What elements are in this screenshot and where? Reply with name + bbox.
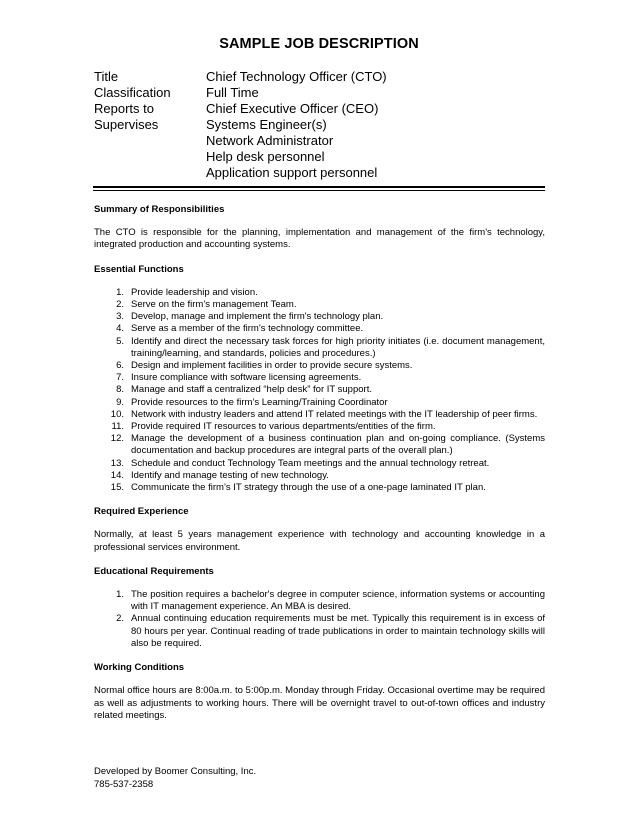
divider-thin xyxy=(93,190,545,191)
list-item xyxy=(94,311,545,323)
info-value: Full Time xyxy=(206,85,259,100)
item-number: 12. xyxy=(110,433,124,445)
item-text: Provide required IT resources to various departments/entities of the firm. xyxy=(131,421,436,433)
education-requirements-list xyxy=(94,589,545,650)
item-number: 1. xyxy=(116,286,124,298)
item-text: Identify and manage testing of new technology. xyxy=(131,469,329,481)
info-row-reports-to xyxy=(94,101,387,117)
list-item xyxy=(94,299,545,311)
item-number: 6. xyxy=(116,360,124,372)
item-text: Network with industry leaders and attend IT related meetings with the IT leadership of peer firms. xyxy=(131,408,538,420)
conditions-text: Normal office hours are 8:00a.m. to 5:00p.m. Monday through Friday. Occasional overtime may be required as well as adjustments to working hours. There will be overnight travel to out-of-town offices and industry related meetings. xyxy=(94,685,545,721)
job-info-block xyxy=(94,69,387,181)
list-item xyxy=(94,360,545,372)
education-heading: Educational Requirements xyxy=(94,565,214,577)
item-number: 2. xyxy=(116,613,124,625)
item-number: 9. xyxy=(116,396,124,408)
info-row-classification xyxy=(94,85,387,101)
item-text: Serve on the firm’s management Team. xyxy=(131,299,297,311)
info-value: Network Administrator xyxy=(206,133,334,148)
item-number: 15. xyxy=(110,482,124,494)
list-item xyxy=(94,470,545,482)
item-text: Insure compliance with software licensing agreements. xyxy=(131,372,362,384)
info-value: Systems Engineer(s) xyxy=(206,117,327,132)
essential-heading: Essential Functions xyxy=(94,263,184,275)
item-text: Manage the development of a business continuation plan and on-going compliance. (Systems documentation and backup procedures are integral parts of the overall plan.) xyxy=(131,433,545,457)
item-number: 4. xyxy=(116,323,124,335)
item-text: The position requires a bachelor's degree in computer science, information systems or accounting with IT management experience. An MBA is desired. xyxy=(131,589,545,613)
item-text: Communicate the firm’s IT strategy through the use of a one-page laminated IT plan. xyxy=(131,482,486,494)
info-value: Application support personnel xyxy=(206,165,378,180)
info-label: Reports to xyxy=(94,101,154,116)
footer xyxy=(94,766,256,791)
item-number: 5. xyxy=(116,335,124,347)
info-value: Help desk personnel xyxy=(206,149,325,164)
info-value: Chief Technology Officer (CTO) xyxy=(206,69,387,84)
document-body xyxy=(94,204,545,734)
info-row-supervises xyxy=(94,117,387,181)
item-text: Manage and staff a centralized “help desk” for IT support. xyxy=(131,384,372,396)
list-item xyxy=(94,372,545,384)
item-number: 13. xyxy=(110,457,124,469)
list-item xyxy=(94,287,545,299)
info-label: Title xyxy=(94,69,119,84)
list-item xyxy=(94,458,545,470)
list-item xyxy=(94,323,545,335)
item-number: 14. xyxy=(110,469,124,481)
item-text: Develop, manage and implement the firm's technology plan. xyxy=(131,311,384,323)
item-number: 8. xyxy=(116,384,124,396)
list-item xyxy=(94,613,545,650)
list-item xyxy=(94,409,545,421)
document-title: SAMPLE JOB DESCRIPTION xyxy=(219,36,419,52)
item-text: Provide leadership and vision. xyxy=(131,286,258,298)
list-item xyxy=(94,336,545,360)
footer-phone: 785-537-2358 xyxy=(94,778,154,790)
item-number: 10. xyxy=(110,408,124,420)
divider-thick xyxy=(93,186,545,188)
item-text: Identify and direct the necessary task forces for high priority initiates (i.e. document management, training/learning, and standards, policies and procedures.) xyxy=(131,335,545,359)
summary-heading: Summary of Responsibilities xyxy=(94,204,225,215)
list-item xyxy=(94,589,545,613)
info-label: Classification xyxy=(94,85,171,100)
item-number: 7. xyxy=(116,372,124,384)
info-value: Chief Executive Officer (CEO) xyxy=(206,101,379,116)
list-item xyxy=(94,482,545,494)
item-text: Provide resources to the firm’s Learning/Training Coordinator xyxy=(131,396,388,408)
item-text: Annual continuing education requirements must be met. Typically this requirement is in excess of 80 hours per year. Continual reading of trade publications in order to maintain technology skills will also be required. xyxy=(131,613,545,649)
item-text: Serve as a member of the firm’s technology committee. xyxy=(131,323,364,335)
list-item xyxy=(94,397,545,409)
conditions-heading: Working Conditions xyxy=(94,662,185,674)
item-number: 11. xyxy=(111,421,124,433)
summary-text: The CTO is responsible for the planning, implementation and management of the firm's technology, integrated production and accounting systems. xyxy=(94,227,545,251)
item-text: Design and implement facilities in order to provide secure systems. xyxy=(131,360,413,372)
essential-functions-list xyxy=(94,287,545,494)
footer-company: Developed by Boomer Consulting, Inc. xyxy=(94,766,257,777)
experience-heading: Required Experience xyxy=(94,506,189,518)
info-label: Supervises xyxy=(94,117,159,132)
item-number: 1. xyxy=(116,589,124,601)
item-number: 2. xyxy=(116,299,124,311)
list-item xyxy=(94,421,545,433)
item-text: Schedule and conduct Technology Team meetings and the annual technology retreat. xyxy=(131,457,490,469)
info-row-title xyxy=(94,69,387,85)
list-item xyxy=(94,384,545,396)
experience-text: Normally, at least 5 years management experience with technology and accounting knowledge in a professional services environment. xyxy=(94,529,545,553)
item-number: 3. xyxy=(116,311,124,323)
list-item xyxy=(94,433,545,457)
